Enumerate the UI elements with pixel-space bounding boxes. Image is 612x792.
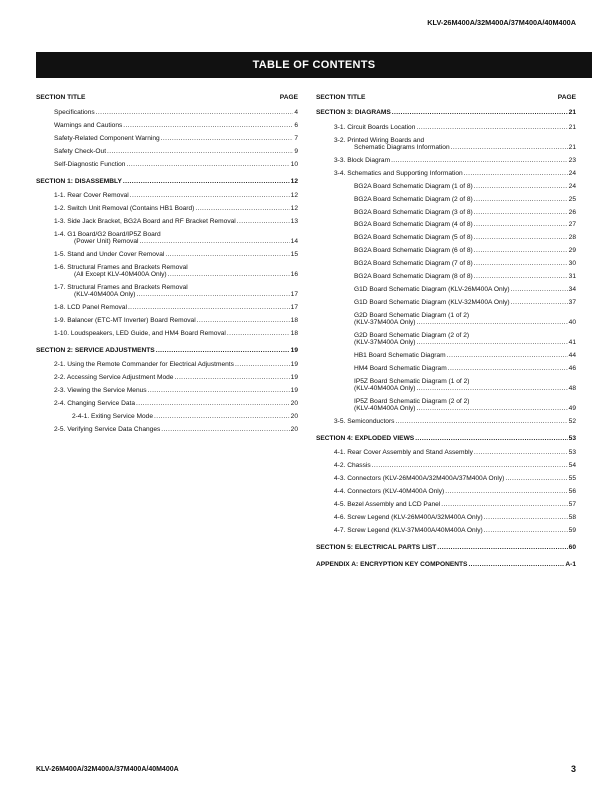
dot-leader xyxy=(372,462,568,471)
toc-page-number: 26 xyxy=(568,208,576,216)
toc-page-number: 19 xyxy=(290,346,298,354)
toc-entry-title: BG2A Board Schematic Diagram (1 of 8) xyxy=(354,182,473,190)
toc-entry-title: 2-1. Using the Remote Commander for Electrical Adjustments xyxy=(54,361,234,369)
toc-entry-title: 3-5. Semiconductors xyxy=(334,418,395,426)
toc-entry[interactable] xyxy=(36,161,298,170)
toc-section-heading[interactable] xyxy=(316,544,576,553)
toc-section-heading[interactable] xyxy=(36,178,298,187)
toc-entry[interactable] xyxy=(36,264,298,280)
toc-page-number: 16 xyxy=(290,271,298,279)
toc-page-number: 20 xyxy=(290,400,298,408)
dot-leader xyxy=(197,317,290,326)
toc-entry[interactable] xyxy=(36,413,298,422)
toc-page-number: 44 xyxy=(568,352,576,360)
dot-leader xyxy=(168,271,290,280)
toc-entry[interactable] xyxy=(316,312,576,328)
toc-entry-title: 3-2. Printed Wiring Boards and xyxy=(334,136,425,144)
dot-leader xyxy=(235,361,290,370)
toc-entry-title: 1-2. Switch Unit Removal (Contains HB1 Board) xyxy=(54,205,195,213)
dot-leader xyxy=(123,178,290,187)
dot-leader xyxy=(451,144,568,153)
toc-entry[interactable] xyxy=(316,488,576,497)
toc-page-number: 13 xyxy=(290,218,298,226)
section-title-label: SECTION TITLE xyxy=(36,94,86,101)
toc-entry-title: G2D Board Schematic Diagram (2 of 2) xyxy=(354,332,470,340)
toc-page-number: 20 xyxy=(290,413,298,421)
dot-leader xyxy=(474,247,568,256)
toc-entry-title: 1-5. Stand and Under Cover Removal xyxy=(54,251,165,259)
toc-page-number: 52 xyxy=(568,418,576,426)
dot-leader xyxy=(447,352,568,361)
toc-entry[interactable] xyxy=(316,332,576,348)
toc-page-number: 12 xyxy=(290,192,298,200)
toc-entry-title: BG2A Board Schematic Diagram (5 of 8) xyxy=(354,234,473,242)
toc-page-number: 56 xyxy=(568,488,576,496)
dot-leader xyxy=(474,273,568,282)
toc-section-heading[interactable] xyxy=(316,561,576,570)
dot-leader xyxy=(126,161,289,170)
toc-entry-title: 1-8. LCD Panel Removal xyxy=(54,304,127,312)
page-label: PAGE xyxy=(279,94,298,101)
toc-entry[interactable] xyxy=(316,418,576,427)
toc-entry-title: (KLV-37M400A Only) xyxy=(354,339,416,347)
toc-entry-title: (All Except KLV-40M400A Only) xyxy=(74,271,167,279)
toc-entry[interactable] xyxy=(36,251,298,260)
toc-entry[interactable] xyxy=(316,273,576,282)
toc-page-number: 53 xyxy=(568,434,576,442)
toc-entry-title: BG2A Board Schematic Diagram (3 of 8) xyxy=(354,208,473,216)
toc-entry-title: BG2A Board Schematic Diagram (7 of 8) xyxy=(354,260,473,268)
toc-page-number: 34 xyxy=(568,286,576,294)
toc-page-number: 21 xyxy=(568,109,576,116)
dot-leader xyxy=(96,109,294,118)
toc-entry-title: 2-2. Accessing Service Adjustment Mode xyxy=(54,374,174,382)
dot-leader xyxy=(474,260,568,269)
toc-entry-title: 1-4. G1 Board/G2 Board/IP5Z Board xyxy=(54,231,161,239)
dot-leader xyxy=(416,385,567,394)
toc-page-number: 21 xyxy=(568,143,576,151)
dot-leader xyxy=(148,387,290,396)
toc-entry[interactable] xyxy=(36,205,298,214)
toc-entry[interactable] xyxy=(316,449,576,458)
dot-leader xyxy=(107,148,293,157)
toc-page-number: 55 xyxy=(568,475,576,483)
toc-entry-title: 1-1. Rear Cover Removal xyxy=(54,192,129,200)
toc-entry[interactable] xyxy=(316,247,576,256)
toc-entry-title: Schematic Diagrams Information xyxy=(354,143,450,151)
toc-entry-title: (Power Unit) Removal xyxy=(74,238,139,246)
dot-leader xyxy=(161,426,289,435)
dot-leader xyxy=(227,330,290,339)
toc-entry[interactable] xyxy=(36,135,298,144)
dot-leader xyxy=(136,291,289,300)
toc-page-number: A-1 xyxy=(565,560,576,568)
toc-page-number: 40 xyxy=(568,319,576,327)
dot-leader xyxy=(464,170,568,179)
toc-entry-title: 1-9. Balancer (ETC-MT Inverter) Board Removal xyxy=(54,317,196,324)
toc-entry-title: G2D Board Schematic Diagram (1 of 2) xyxy=(354,312,470,320)
dot-leader xyxy=(474,183,568,192)
toc-entry-title: 4-1. Rear Cover Assembly and Stand Assembly xyxy=(334,449,473,457)
section-title-label: SECTION TITLE xyxy=(316,94,366,101)
toc-entry[interactable] xyxy=(36,148,298,157)
toc-entry[interactable] xyxy=(316,286,576,295)
toc-entry-title: 4-6. Screw Legend (KLV-26M400A/32M400A Only) xyxy=(334,514,483,522)
toc-entry-title: SECTION 1: DISASSEMBLY xyxy=(36,177,122,185)
dot-leader xyxy=(416,319,567,328)
toc-page-number: 19 xyxy=(290,374,298,382)
toc-entry[interactable] xyxy=(36,231,298,247)
dot-leader xyxy=(474,234,568,243)
toc-entry-title: (KLV-40M400A Only) xyxy=(354,385,416,393)
toc-page-number: 9 xyxy=(294,147,298,155)
toc-entry-title: 1-7. Structural Frames and Brackets Removal xyxy=(54,284,188,292)
page-label: PAGE xyxy=(557,94,576,101)
toc-page-number: 19 xyxy=(290,387,298,395)
toc-entry-title: Safety-Related Component Warning xyxy=(54,134,160,142)
toc-entry[interactable] xyxy=(36,330,298,339)
toc-page-number: 27 xyxy=(568,221,576,229)
toc-entry[interactable] xyxy=(316,157,576,166)
toc-page-number: 48 xyxy=(568,385,576,393)
toc-page-number: 37 xyxy=(568,299,576,307)
toc-entry-title: SECTION 4: EXPLODED VIEWS xyxy=(316,434,415,442)
toc-entry[interactable] xyxy=(316,234,576,243)
toc-page-number: 15 xyxy=(290,251,298,259)
dot-leader xyxy=(136,400,290,409)
toc-page-number: 21 xyxy=(568,123,576,131)
toc-entry[interactable] xyxy=(316,209,576,218)
toc-entry[interactable] xyxy=(36,426,298,435)
toc-entry[interactable] xyxy=(316,137,576,153)
dot-leader xyxy=(441,501,567,510)
toc-entry-title: SECTION 2: SERVICE ADJUSTMENTS xyxy=(36,346,155,354)
toc-entry[interactable] xyxy=(36,400,298,409)
dot-leader xyxy=(123,122,293,131)
toc-page-number: 30 xyxy=(568,260,576,268)
toc-page-number: 29 xyxy=(568,247,576,255)
dot-leader xyxy=(416,405,567,414)
dot-leader xyxy=(140,238,290,247)
toc-entry[interactable] xyxy=(36,284,298,300)
toc-page-number: 23 xyxy=(568,156,576,164)
toc-entry[interactable] xyxy=(36,122,298,131)
dot-leader xyxy=(391,157,568,166)
toc-page-number: 57 xyxy=(568,501,576,509)
dot-leader xyxy=(468,561,564,570)
toc-page-number: 6 xyxy=(294,121,298,129)
dot-leader xyxy=(474,196,568,205)
toc-page-number: 46 xyxy=(568,365,576,373)
toc-entry-title: 3-1. Circuit Boards Location xyxy=(334,123,416,131)
dot-leader xyxy=(130,192,290,201)
toc-entry-title: 4-4. Connectors (KLV-40M400A Only) xyxy=(334,488,445,496)
left-column-header xyxy=(36,94,298,101)
toc-page-number: 19 xyxy=(290,361,298,369)
toc-left-column xyxy=(36,94,298,439)
toc-entry-title: G1D Board Schematic Diagram (KLV-32M400A Only) xyxy=(354,299,510,307)
dot-leader xyxy=(195,205,289,214)
toc-entry-title: HB1 Board Schematic Diagram xyxy=(354,352,446,360)
toc-entry[interactable] xyxy=(36,361,298,370)
toc-entry-title: G1D Board Schematic Diagram (KLV-26M400A Only) xyxy=(354,286,510,294)
dot-leader xyxy=(156,347,290,356)
toc-entry[interactable] xyxy=(316,501,576,510)
toc-page-number: 14 xyxy=(290,238,298,246)
footer-model: KLV-26M400A/32M400A/37M400A/40M400A xyxy=(36,766,179,773)
toc-entry-title: IP5Z Board Schematic Diagram (2 of 2) xyxy=(354,398,470,406)
toc-page-number: 12 xyxy=(290,205,298,213)
toc-entry[interactable] xyxy=(316,475,576,484)
toc-entry-title: 4-2. Chassis xyxy=(334,462,371,470)
dot-leader xyxy=(448,365,568,374)
dot-leader xyxy=(511,299,568,308)
toc-entry-title: BG2A Board Schematic Diagram (4 of 8) xyxy=(354,221,473,229)
dot-leader xyxy=(416,339,567,348)
toc-entry-title: 2-4-1. Exiting Service Mode xyxy=(72,413,153,421)
toc-page-number: 7 xyxy=(294,134,298,142)
toc-page-number: 54 xyxy=(568,462,576,470)
toc-entry[interactable] xyxy=(316,378,576,394)
toc-page-number: 25 xyxy=(568,195,576,203)
toc-entry[interactable] xyxy=(316,170,576,179)
dot-leader xyxy=(395,418,567,427)
toc-entry-title: APPENDIX A: ENCRYPTION KEY COMPONENTS xyxy=(316,560,468,568)
toc-entry-title: 4-3. Connectors (KLV-26M400A/32M400A/37M400A Only) xyxy=(334,475,505,483)
dot-leader xyxy=(484,514,568,523)
toc-entry[interactable] xyxy=(316,260,576,269)
toc-entry[interactable] xyxy=(316,514,576,523)
dot-leader xyxy=(415,435,567,444)
toc-page-number: 28 xyxy=(568,234,576,242)
toc-entry-title: Specifications xyxy=(54,109,95,116)
dot-leader xyxy=(128,304,290,313)
toc-page-number: 12 xyxy=(290,177,298,185)
dot-leader xyxy=(161,135,294,144)
toc-entry[interactable] xyxy=(316,365,576,374)
toc-entry[interactable] xyxy=(316,124,576,133)
toc-left-list xyxy=(36,109,298,435)
dot-leader xyxy=(237,218,290,227)
toc-entry-title: (KLV-37M400A Only) xyxy=(354,319,416,327)
dot-leader xyxy=(474,221,568,230)
toc-entry[interactable] xyxy=(316,196,576,205)
dot-leader xyxy=(474,209,568,218)
toc-entry-title: BG2A Board Schematic Diagram (8 of 8) xyxy=(354,273,473,281)
dot-leader xyxy=(445,488,567,497)
dot-leader xyxy=(154,413,290,422)
dot-leader xyxy=(416,124,567,133)
toc-page-number: 59 xyxy=(568,527,576,535)
dot-leader xyxy=(174,374,289,383)
toc-page-number: 17 xyxy=(290,291,298,299)
toc-entry[interactable] xyxy=(316,183,576,192)
toc-page-number: 41 xyxy=(568,339,576,347)
toc-entry[interactable] xyxy=(316,221,576,230)
toc-entry-title: 2-5. Verifying Service Data Changes xyxy=(54,426,161,434)
toc-entry-title: 3-4. Schematics and Supporting Information xyxy=(334,169,463,177)
toc-page-number: 24 xyxy=(568,169,576,177)
toc-entry[interactable] xyxy=(316,398,576,414)
toc-entry-title: 2-4. Changing Service Data xyxy=(54,400,136,408)
toc-page-number: 18 xyxy=(290,329,298,337)
page-title: TABLE OF CONTENTS xyxy=(36,52,592,78)
toc-entry[interactable] xyxy=(36,109,298,118)
toc-entry[interactable] xyxy=(36,374,298,383)
toc-entry-title: Warnings and Cautions xyxy=(54,121,123,129)
toc-entry-title: 1-3. Side Jack Bracket, BG2A Board and RF Bracket Removal xyxy=(54,218,236,226)
toc-page-number: 60 xyxy=(568,543,576,551)
toc-entry[interactable] xyxy=(36,218,298,227)
toc-entry[interactable] xyxy=(36,304,298,313)
toc-page-number: 20 xyxy=(290,426,298,434)
toc-page-number: 24 xyxy=(568,182,576,190)
toc-entry-title: Safety Check-Out xyxy=(54,147,107,155)
toc-entry[interactable] xyxy=(316,299,576,308)
toc-entry-title: Self-Diagnostic Function xyxy=(54,160,126,168)
toc-entry-title: SECTION 3: DIAGRAMS xyxy=(316,109,391,116)
toc-page-number: 4 xyxy=(294,109,298,116)
toc-entry-title: 1-6. Structural Frames and Brackets Removal xyxy=(54,264,188,272)
toc-page-number: 49 xyxy=(568,405,576,413)
toc-entry-title: HM4 Board Schematic Diagram xyxy=(354,365,447,373)
right-column-header xyxy=(316,94,576,101)
toc-entry-title: 4-5. Bezel Assembly and LCD Panel xyxy=(334,501,441,509)
toc-entry[interactable] xyxy=(316,462,576,471)
header-model: KLV-26M400A/32M400A/37M400A/40M400A xyxy=(427,18,576,27)
toc-page-number: 58 xyxy=(568,514,576,522)
toc-entry-title: 3-3. Block Diagram xyxy=(334,156,391,164)
toc-entry-title: 1-10. Loudspeakers, LED Guide, and HM4 Board Removal xyxy=(54,329,226,337)
toc-page-number: 17 xyxy=(290,304,298,312)
toc-section-heading[interactable] xyxy=(316,109,576,118)
dot-leader xyxy=(484,527,568,536)
toc-entry[interactable] xyxy=(36,192,298,201)
dot-leader xyxy=(474,449,568,458)
toc-page-number: 31 xyxy=(568,273,576,281)
toc-entry-title: 2-3. Viewing the Service Menus xyxy=(54,387,147,395)
toc-page-number: 53 xyxy=(568,449,576,457)
toc-entry-title: BG2A Board Schematic Diagram (2 of 8) xyxy=(354,195,473,203)
dot-leader xyxy=(437,544,567,553)
dot-leader xyxy=(165,251,289,260)
toc-section-heading[interactable] xyxy=(316,435,576,444)
toc-entry[interactable] xyxy=(316,527,576,536)
toc-page-number: 10 xyxy=(290,160,298,168)
page-number: 3 xyxy=(570,764,576,774)
toc-entry[interactable] xyxy=(36,317,298,326)
toc-entry-title: BG2A Board Schematic Diagram (6 of 8) xyxy=(354,247,473,255)
toc-entry-title: SECTION 5: ELECTRICAL PARTS LIST xyxy=(316,543,437,551)
toc-entry-title: 4-7. Screw Legend (KLV-37M400A/40M400A Only) xyxy=(334,527,483,535)
toc-entry-title: IP5Z Board Schematic Diagram (1 of 2) xyxy=(354,378,470,386)
toc-section-heading[interactable] xyxy=(36,347,298,356)
toc-entry-title: (KLV-40M400A Only) xyxy=(354,405,416,413)
dot-leader xyxy=(392,109,568,118)
toc-page-number: 18 xyxy=(290,317,298,324)
toc-entry[interactable] xyxy=(316,352,576,361)
dot-leader xyxy=(505,475,567,484)
toc-right-column xyxy=(316,94,576,575)
toc-right-list xyxy=(316,109,576,569)
toc-entry[interactable] xyxy=(36,387,298,396)
toc-entry-title: (KLV-40M400A Only) xyxy=(74,291,136,299)
dot-leader xyxy=(511,286,568,295)
